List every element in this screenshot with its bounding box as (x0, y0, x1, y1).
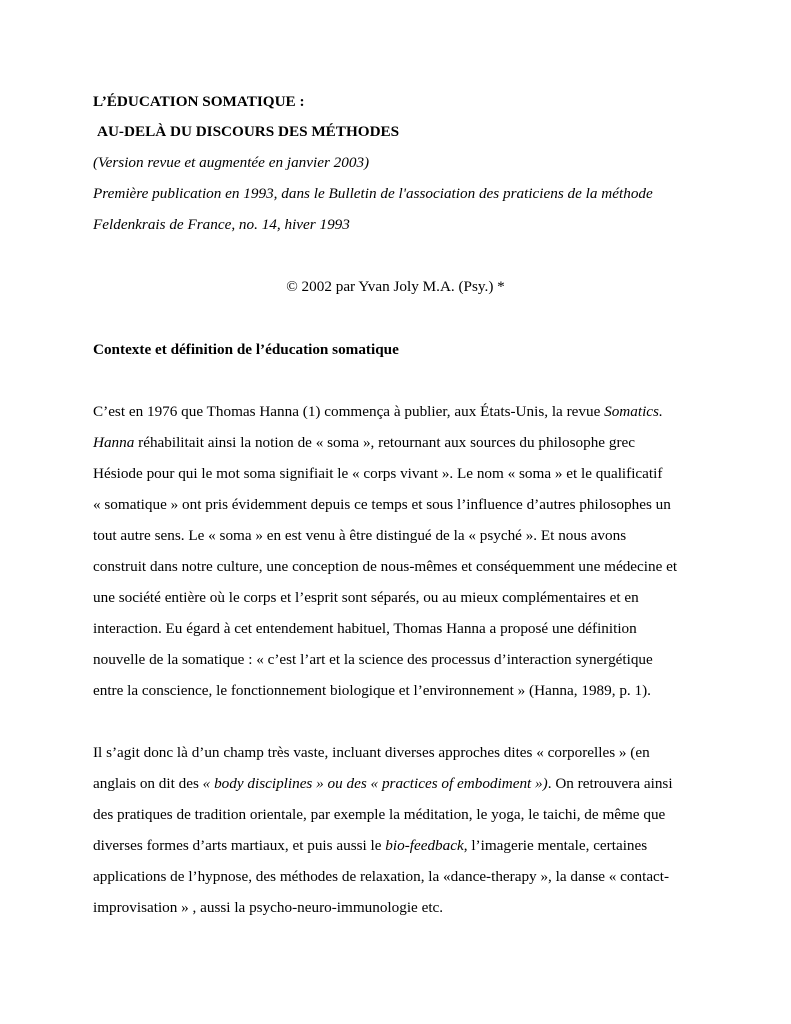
biofeedback-term: bio-feedback (385, 837, 464, 854)
paragraph1-line-5: tout autre sens. Le « soma » en est venu à être distingué de la « psyché ». Et nous avons (93, 527, 627, 544)
paragraph1-line-2 (93, 433, 635, 453)
text-run: réhabilitait ainsi la notion de « soma », retournant aux sources du philosophe grec (134, 434, 635, 451)
text-run: anglais on dit des (93, 775, 203, 792)
paragraph2-line-1: Il s’agit donc là d’un champ très vaste, incluant diverses approches dites « corporelles » (en (93, 744, 650, 761)
paragraph1-line-1 (93, 402, 663, 422)
english-terms: « body disciplines » ou des « practices of embodiment ») (202, 775, 548, 792)
version-note: (Version revue et augmentée en janvier 2003) (93, 154, 370, 171)
copyright-line: © 2002 par Yvan Joly M.A. (Psy.) * (286, 278, 505, 295)
text-run: diverses formes d’arts martiaux, et puis aussi le (93, 837, 386, 854)
paragraph1-line-10: entre la conscience, le fonctionnement biologique et l’environnement » (Hanna, 1989, p. 1). (93, 682, 651, 699)
paragraph1-line-7: une société entière où le corps et l’esprit sont séparés, ou au mieux complémentaires et en (93, 589, 639, 606)
author-name: Hanna (93, 434, 135, 451)
paragraph2-line-4 (93, 836, 647, 856)
paragraph1-line-8: interaction. Eu égard à cet entendement habituel, Thomas Hanna a proposé une définition (93, 620, 637, 637)
title-line-2: AU-DELÀ DU DISCOURS DES MÉTHODES (97, 123, 400, 140)
paragraph2-line-3: des pratiques de tradition orientale, par exemple la méditation, le yoga, le taichi, de même que (93, 806, 666, 823)
publication-line-1: Première publication en 1993, dans le Bulletin de l'association des praticiens de la méthode (93, 185, 653, 202)
paragraph2-line-6: improvisation » , aussi la psycho-neuro-immunologie etc. (93, 899, 444, 916)
section-heading: Contexte et définition de l’éducation somatique (93, 341, 399, 358)
text-run: C’est en 1976 que Thomas Hanna (1) commença à publier, aux États-Unis, la revue (93, 403, 605, 420)
journal-name: Somatics. (604, 403, 663, 420)
paragraph1-line-3: Hésiode pour qui le mot soma signifiait le « corps vivant ». Le nom « soma » et le qualificatif (93, 465, 663, 482)
paragraph1-line-6: construit dans notre culture, une conception de nous-mêmes et conséquemment une médecine et (93, 558, 678, 575)
publication-line-2: Feldenkrais de France, no. 14, hiver 1993 (93, 216, 350, 233)
text-run: . On retrouvera ainsi (547, 775, 673, 792)
title-line-1: L’ÉDUCATION SOMATIQUE : (93, 93, 305, 110)
paragraph2-line-5: applications de l’hypnose, des méthodes de relaxation, la «dance-therapy », la danse « contact- (93, 868, 670, 885)
paragraph2-line-2 (93, 774, 673, 794)
paragraph1-line-4: « somatique » ont pris évidemment depuis ce temps et sous l’influence d’autres philosophes un (93, 496, 671, 513)
paragraph1-line-9: nouvelle de la somatique : « c’est l’art et la science des processus d’interaction synergétique (93, 651, 653, 668)
text-run: , l’imagerie mentale, certaines (463, 837, 648, 854)
